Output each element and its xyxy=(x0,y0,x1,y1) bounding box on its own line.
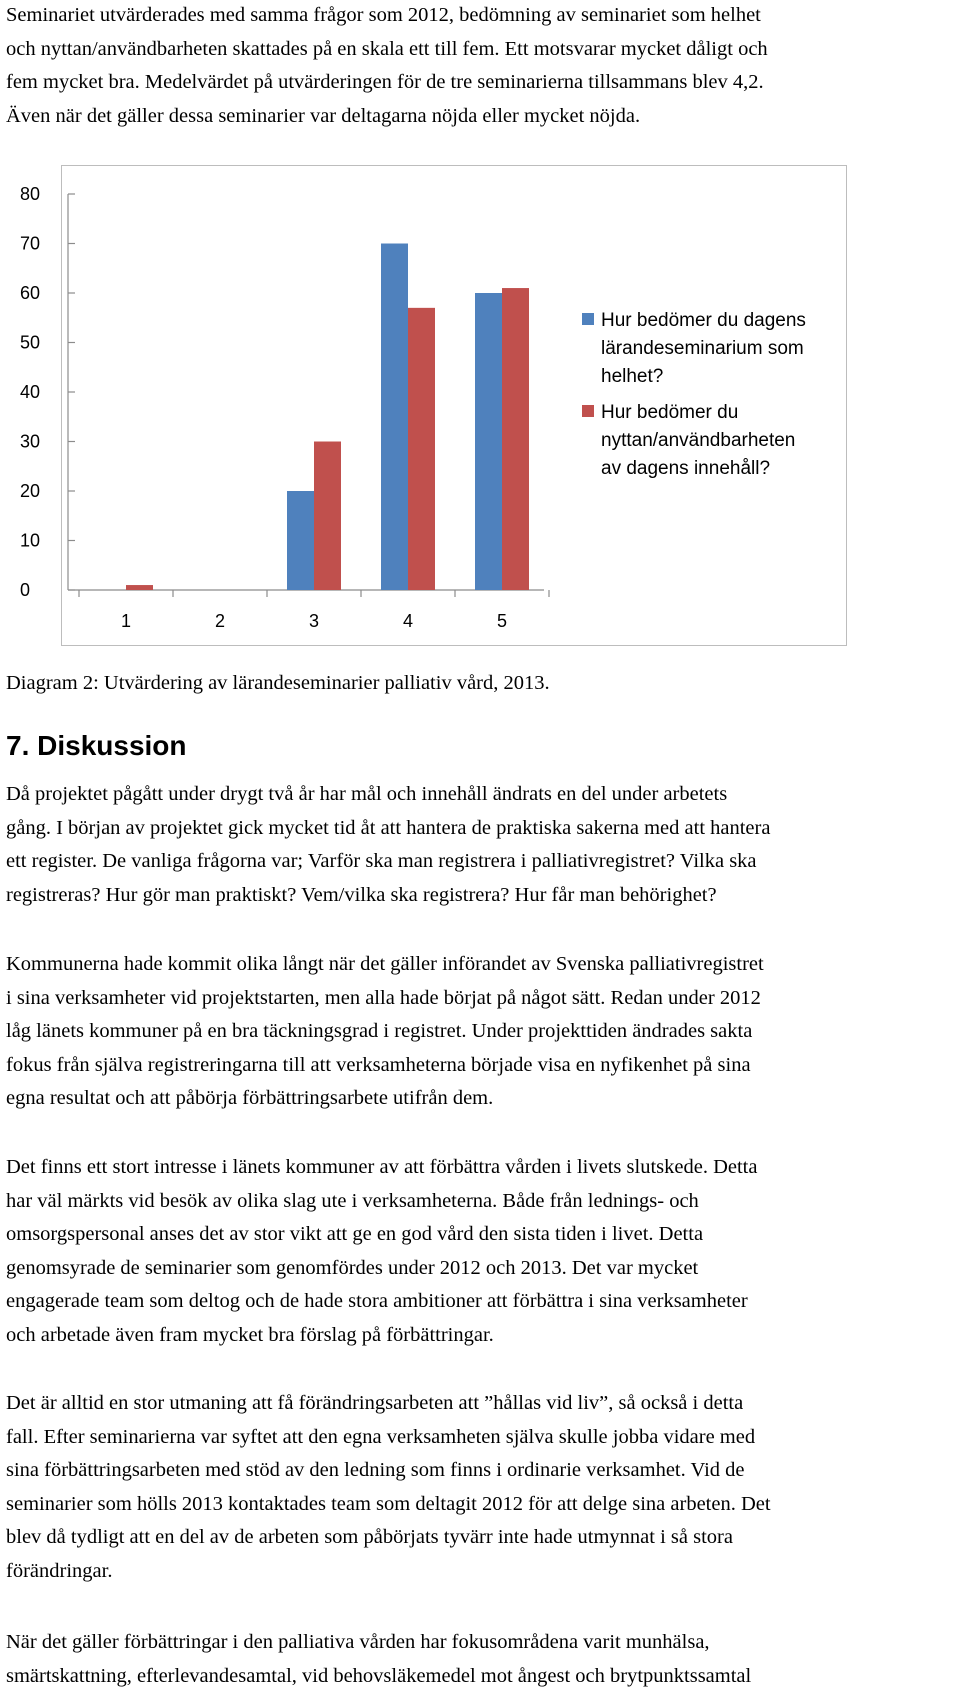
legend-label-1: lärandeseminarium som xyxy=(601,338,804,359)
text-line: Seminariet utvärderades med samma frågor som 2012, bedömning av seminariet som helhet xyxy=(6,0,768,33)
bar-series-2-cat-4 xyxy=(408,308,435,590)
text-line: genomsyrade de seminarier som genomfördes under 2012 och 2013. Det var mycket xyxy=(6,1252,757,1286)
paragraph-1 xyxy=(6,778,770,912)
text-line: gång. I början av projektet gick mycket tid åt att hantera de praktiska sakerna med att hantera xyxy=(6,812,770,846)
y-tick-label: 0 xyxy=(20,580,30,600)
x-tick-label: 1 xyxy=(121,611,131,631)
y-tick-label: 80 xyxy=(20,184,40,204)
chart-frame xyxy=(61,165,847,646)
legend-label-1: helhet? xyxy=(601,366,663,387)
paragraph-4 xyxy=(6,1387,771,1588)
bar-chart xyxy=(62,166,845,644)
x-tick-label: 4 xyxy=(403,611,413,631)
text-line: och nyttan/användbarheten skattades på en skala ett till fem. Ett motsvarar mycket dåligt och xyxy=(6,33,768,67)
text-line: fall. Efter seminarierna var syftet att den egna verksamheten själva skulle jobba vidare med xyxy=(6,1421,771,1455)
text-line: fem mycket bra. Medelvärdet på utvärderingen för de tre seminarierna tillsammans blev 4,2. xyxy=(6,66,768,100)
bar-series-1-cat-4 xyxy=(381,244,408,591)
intro-paragraph xyxy=(6,0,768,133)
text-line: Det finns ett stort intresse i länets kommuner av att förbättra vården i livets slutskede. Detta xyxy=(6,1151,757,1185)
paragraph-2 xyxy=(6,948,764,1116)
text-line: smärtskattning, efterlevandesamtal, vid behovsläkemedel mot ångest och brytpunktssamtal xyxy=(6,1660,751,1693)
section-heading: 7. Diskussion xyxy=(6,730,187,762)
text-line: Även när det gäller dessa seminarier var deltagarna nöjda eller mycket nöjda. xyxy=(6,100,768,134)
text-line: När det gäller förbättringar i den palliativa vården har fokusområdena varit munhälsa, xyxy=(6,1626,751,1660)
text-line: seminarier som hölls 2013 kontaktades team som deltagit 2012 för att delge sina arbeten. Det xyxy=(6,1488,771,1522)
legend-label-2: nyttan/användbarheten xyxy=(601,430,795,451)
bar-series-2-cat-5 xyxy=(502,288,529,590)
text-line: Kommunerna hade kommit olika långt när det gäller införandet av Svenska palliativregistret xyxy=(6,948,764,982)
text-line: Då projektet pågått under drygt två år har mål och innehåll ändrats en del under arbetets xyxy=(6,778,770,812)
text-line: registreras? Hur gör man praktiskt? Vem/vilka ska registrera? Hur får man behörighet? xyxy=(6,879,770,913)
legend-swatch-2 xyxy=(582,405,594,417)
bar-series-1-cat-5 xyxy=(475,293,502,590)
text-line: egna resultat och att påbörja förbättringsarbete utifrån dem. xyxy=(6,1082,764,1116)
y-tick-label: 70 xyxy=(20,234,40,254)
paragraph-5 xyxy=(6,1626,751,1693)
text-line: och arbetade även fram mycket bra förslag på förbättringar. xyxy=(6,1319,757,1353)
text-line: Det är alltid en stor utmaning att få förändringsarbeten att ”hållas vid liv”, så också i detta xyxy=(6,1387,771,1421)
text-line: engagerade team som deltog och de hade stora ambitioner att förbättra i sina verksamheter xyxy=(6,1285,757,1319)
bar-series-2-cat-3 xyxy=(314,442,341,591)
legend-label-1: Hur bedömer du dagens xyxy=(601,310,806,331)
legend-label-2: av dagens innehåll? xyxy=(601,458,770,479)
text-line: i sina verksamheter vid projektstarten, men alla hade börjat på något sätt. Redan under 2012 xyxy=(6,982,764,1016)
text-line: sina förbättringsarbeten med stöd av den ledning som finns i ordinarie verksamhet. Vid de xyxy=(6,1454,771,1488)
text-line: har väl märkts vid besök av olika slag ute i verksamheterna. Både från lednings- och xyxy=(6,1185,757,1219)
legend-swatch-1 xyxy=(582,313,594,325)
y-tick-label: 40 xyxy=(20,382,40,402)
x-tick-label: 5 xyxy=(497,611,507,631)
legend-label-2: Hur bedömer du xyxy=(601,402,738,423)
chart-caption: Diagram 2: Utvärdering av lärandeseminarier palliativ vård, 2013. xyxy=(6,672,550,695)
y-tick-label: 50 xyxy=(20,333,40,353)
paragraph-3 xyxy=(6,1151,757,1352)
text-line: blev då tydligt att en del av de arbeten som påbörjats tyvärr inte hade utmynnat i så stora xyxy=(6,1521,771,1555)
y-tick-label: 60 xyxy=(20,283,40,303)
bar-series-1-cat-3 xyxy=(287,491,314,590)
text-line: låg länets kommuner på en bra täckningsgrad i registret. Under projekttiden ändrades sakta xyxy=(6,1015,764,1049)
bar-series-2-cat-1 xyxy=(126,585,153,590)
y-tick-label: 20 xyxy=(20,481,40,501)
text-line: fokus från själva registreringarna till att verksamheterna började visa en nyfikenhet på sina xyxy=(6,1049,764,1083)
y-tick-label: 30 xyxy=(20,432,40,452)
text-line: förändringar. xyxy=(6,1555,771,1589)
text-line: ett register. De vanliga frågorna var; Varför ska man registrera i palliativregistret? Vilka ska xyxy=(6,845,770,879)
x-tick-label: 2 xyxy=(215,611,225,631)
y-tick-label: 10 xyxy=(20,531,40,551)
x-tick-label: 3 xyxy=(309,611,319,631)
text-line: omsorgspersonal anses det av stor vikt att ge en god vård den sista tiden i livet. Detta xyxy=(6,1218,757,1252)
